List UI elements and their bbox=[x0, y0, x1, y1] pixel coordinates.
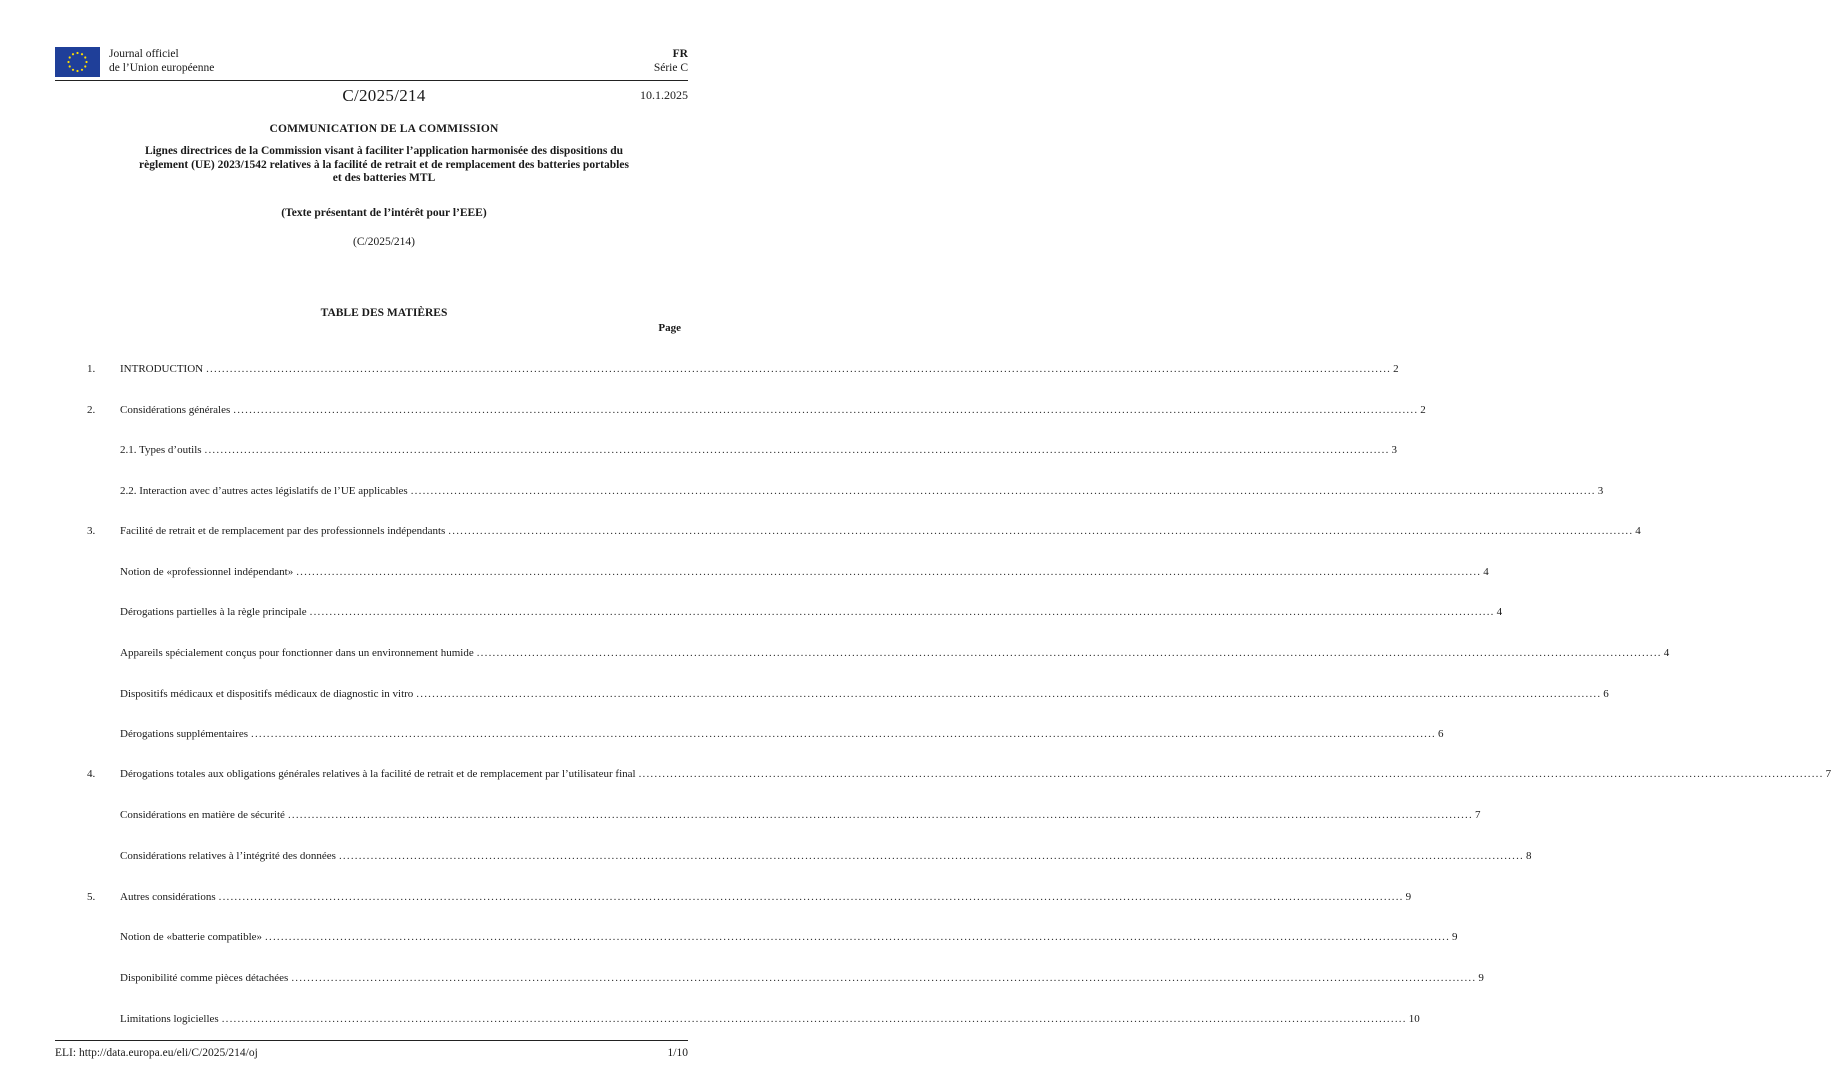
toc-entry[interactable] bbox=[87, 808, 1481, 822]
toc-leader-dots: ............................................................................................................................................................................................................................................................................................................ bbox=[206, 363, 1392, 375]
toc-entry-page: 6 bbox=[1438, 728, 1444, 740]
toc-entry-label: Considérations relatives à l’intégrité des données bbox=[120, 850, 336, 862]
toc-entry[interactable] bbox=[87, 443, 1398, 457]
toc-entry-page: 4 bbox=[1635, 525, 1641, 537]
toc-leader-dots: ............................................................................................................................................................................................................................................................................................................ bbox=[338, 850, 1524, 862]
eu-star-icon bbox=[76, 52, 78, 54]
toc-entry-line bbox=[120, 443, 1398, 457]
eu-star-icon bbox=[72, 53, 74, 55]
toc-entry-page: 4 bbox=[1663, 647, 1670, 659]
toc-entry[interactable] bbox=[87, 767, 1831, 781]
eli-link[interactable]: ELI: http://data.europa.eu/eli/C/2025/214/oj bbox=[55, 1047, 258, 1059]
toc-entry-line bbox=[120, 808, 1481, 822]
toc-leader-dots: ............................................................................................................................................................................................................................................................................................................ bbox=[233, 404, 1419, 416]
toc-entry-label: INTRODUCTION bbox=[120, 363, 204, 375]
eu-star-icon bbox=[69, 65, 71, 67]
toc-entry-page: 9 bbox=[1405, 891, 1412, 903]
toc-page-column-label: Page bbox=[658, 322, 681, 334]
page-number: 1/10 bbox=[667, 1047, 688, 1059]
toc-entry[interactable] bbox=[87, 524, 1641, 538]
toc-entry-label: Dispositifs médicaux et dispositifs médicaux de diagnostic in vitro bbox=[120, 688, 414, 700]
toc-entry[interactable] bbox=[87, 605, 1503, 619]
toc-entry-page: 9 bbox=[1478, 972, 1484, 984]
document-reference: C/2025/214 bbox=[342, 86, 426, 105]
toc-leader-dots: ............................................................................................................................................................................................................................................................................................................ bbox=[287, 809, 1473, 821]
journal-line-2: de l’Union européenne bbox=[109, 61, 215, 74]
journal-title bbox=[109, 48, 214, 75]
toc-entry-label: 2.1. Types d’outils bbox=[120, 444, 202, 456]
toc-leader-dots: ............................................................................................................................................................................................................................................................................................................ bbox=[265, 931, 1451, 943]
toc-entry-label: Considérations en matière de sécurité bbox=[120, 809, 285, 821]
toc-entry[interactable] bbox=[87, 646, 1670, 660]
toc-entry-page: 3 bbox=[1391, 444, 1398, 456]
toc-entry-number: 2. bbox=[87, 404, 96, 416]
series-label: Série C bbox=[653, 61, 688, 74]
toc-leader-dots: ............................................................................................................................................................................................................................................................................................................ bbox=[410, 485, 1596, 497]
toc-entry[interactable] bbox=[87, 727, 1444, 741]
toc-entry-label: Dérogations partielles à la règle principale bbox=[120, 606, 307, 618]
toc-entry-label: Notion de «professionnel indépendant» bbox=[120, 566, 294, 578]
header-divider bbox=[55, 80, 688, 81]
eu-star-icon bbox=[84, 56, 86, 58]
toc-leader-dots: ............................................................................................................................................................................................................................................................................................................ bbox=[221, 1013, 1407, 1025]
toc-entry-label: Dérogations supplémentaires bbox=[120, 728, 248, 740]
toc-entry-line bbox=[120, 646, 1670, 660]
toc-entry-line bbox=[120, 362, 1399, 376]
journal-line-1: Journal officiel bbox=[109, 48, 179, 60]
eu-star-icon bbox=[67, 61, 69, 63]
toc-entry-number: 3. bbox=[87, 525, 96, 537]
language-code: FR bbox=[672, 48, 688, 60]
toc-leader-dots: ............................................................................................................................................................................................................................................................................................................ bbox=[448, 525, 1634, 537]
toc-leader-dots: ............................................................................................................................................................................................................................................................................................................ bbox=[251, 728, 1436, 740]
toc-entry-number: 1. bbox=[87, 363, 96, 375]
toc-entry-page: 4 bbox=[1496, 606, 1503, 618]
toc-entry-page: 6 bbox=[1603, 688, 1609, 700]
document-title bbox=[0, 145, 768, 186]
toc-entry[interactable] bbox=[87, 890, 1412, 904]
toc-entry-line bbox=[120, 890, 1412, 904]
footer-divider bbox=[55, 1040, 688, 1041]
title-line-1: Lignes directrices de la Commission visant à faciliter l’application harmonisée des dispositions du bbox=[144, 145, 624, 157]
toc-entry-label: Appareils spécialement conçus pour fonctionner dans un environnement humide bbox=[120, 647, 474, 659]
page-header bbox=[55, 47, 688, 77]
toc-entry-label: Considérations générales bbox=[120, 404, 231, 416]
document-code: (C/2025/214) bbox=[353, 236, 415, 248]
toc-entry-label: 2.2. Interaction avec d’autres actes législatifs de l’UE applicables bbox=[120, 485, 408, 497]
eu-star-icon bbox=[84, 65, 86, 67]
toc-entry[interactable] bbox=[87, 930, 1458, 944]
toc-leader-dots: ............................................................................................................................................................................................................................................................................................................ bbox=[218, 891, 1404, 903]
toc-entry[interactable] bbox=[87, 971, 1484, 985]
toc-leader-dots: ............................................................................................................................................................................................................................................................................................................ bbox=[204, 444, 1390, 456]
eu-star-icon bbox=[72, 69, 74, 71]
toc-entry-label: Facilité de retrait et de remplacement par des professionnels indépendants bbox=[120, 525, 446, 537]
publication-date: 10.1.2025 bbox=[640, 88, 688, 102]
toc-entry-line bbox=[120, 484, 1604, 498]
eu-star-icon bbox=[81, 69, 83, 71]
toc-entry-number: 5. bbox=[87, 891, 96, 903]
toc-leader-dots: ............................................................................................................................................................................................................................................................................................................ bbox=[296, 566, 1482, 578]
toc-entry-page: 10 bbox=[1408, 1013, 1420, 1025]
toc-entry-page: 8 bbox=[1525, 850, 1532, 862]
toc-entry-page: 4 bbox=[1483, 566, 1489, 578]
toc-entry[interactable] bbox=[87, 1012, 1420, 1026]
toc-entry-line bbox=[120, 1012, 1420, 1026]
toc-entry[interactable] bbox=[87, 565, 1489, 579]
eu-star-icon bbox=[81, 53, 83, 55]
toc-entry-label: Dérogations totales aux obligations générales relatives à la facilité de retrait et de remplacement par l’utilisateur final bbox=[120, 768, 636, 780]
toc-entry-line bbox=[120, 767, 1831, 781]
toc-entry-line bbox=[120, 403, 1426, 417]
toc-entry-page: 7 bbox=[1825, 768, 1831, 780]
communication-heading: COMMUNICATION DE LA COMMISSION bbox=[269, 123, 499, 135]
eu-star-icon bbox=[76, 70, 78, 72]
toc-entry[interactable] bbox=[87, 687, 1609, 701]
toc-entry-line bbox=[120, 565, 1489, 579]
toc-entry-number: 4. bbox=[87, 768, 96, 780]
eu-star-icon bbox=[69, 56, 71, 58]
toc-entry-line bbox=[120, 971, 1484, 985]
toc-entry-label: Limitations logicielles bbox=[120, 1013, 219, 1025]
toc-entry-line bbox=[120, 930, 1458, 944]
title-line-2: règlement (UE) 2023/1542 relatives à la facilité de retrait et de remplacement des batteries portables bbox=[139, 158, 629, 171]
toc-entry[interactable] bbox=[87, 362, 1399, 376]
toc-entry-page: 7 bbox=[1474, 809, 1481, 821]
toc-leader-dots: ............................................................................................................................................................................................................................................................................................................ bbox=[416, 688, 1602, 700]
toc-entry-page: 9 bbox=[1452, 931, 1458, 943]
toc-entry-page: 3 bbox=[1597, 485, 1604, 497]
toc-leader-dots: ............................................................................................................................................................................................................................................................................................................ bbox=[638, 768, 1824, 780]
toc-leader-dots: ............................................................................................................................................................................................................................................................................................................ bbox=[291, 972, 1477, 984]
toc-entry-line bbox=[120, 849, 1532, 863]
toc-entry-label: Disponibilité comme pièces détachées bbox=[120, 972, 289, 984]
eee-relevance-note: (Texte présentant de l’intérêt pour l’EEE) bbox=[281, 207, 487, 219]
toc-entry-line bbox=[120, 687, 1609, 701]
toc-entry-line bbox=[120, 524, 1641, 538]
toc-entry-line bbox=[120, 605, 1503, 619]
toc-entry-label: Notion de «batterie compatible» bbox=[120, 931, 263, 943]
language-series bbox=[654, 48, 688, 75]
title-line-3: et des batteries MTL bbox=[332, 172, 436, 184]
eu-star-icon bbox=[85, 61, 87, 63]
toc-entry[interactable] bbox=[87, 849, 1532, 863]
toc-entry-line bbox=[120, 727, 1444, 741]
toc-heading: TABLE DES MATIÈRES bbox=[320, 307, 448, 319]
toc-entry[interactable] bbox=[87, 484, 1604, 498]
toc-entry-label: Autres considérations bbox=[120, 891, 216, 903]
toc-entry[interactable] bbox=[87, 403, 1426, 417]
toc-entry-page: 2 bbox=[1393, 363, 1399, 375]
toc-leader-dots: ............................................................................................................................................................................................................................................................................................................ bbox=[309, 606, 1495, 618]
eu-flag-logo bbox=[55, 47, 100, 77]
toc-entry-page: 2 bbox=[1420, 404, 1426, 416]
toc-leader-dots: ............................................................................................................................................................................................................................................................................................................ bbox=[476, 647, 1662, 659]
